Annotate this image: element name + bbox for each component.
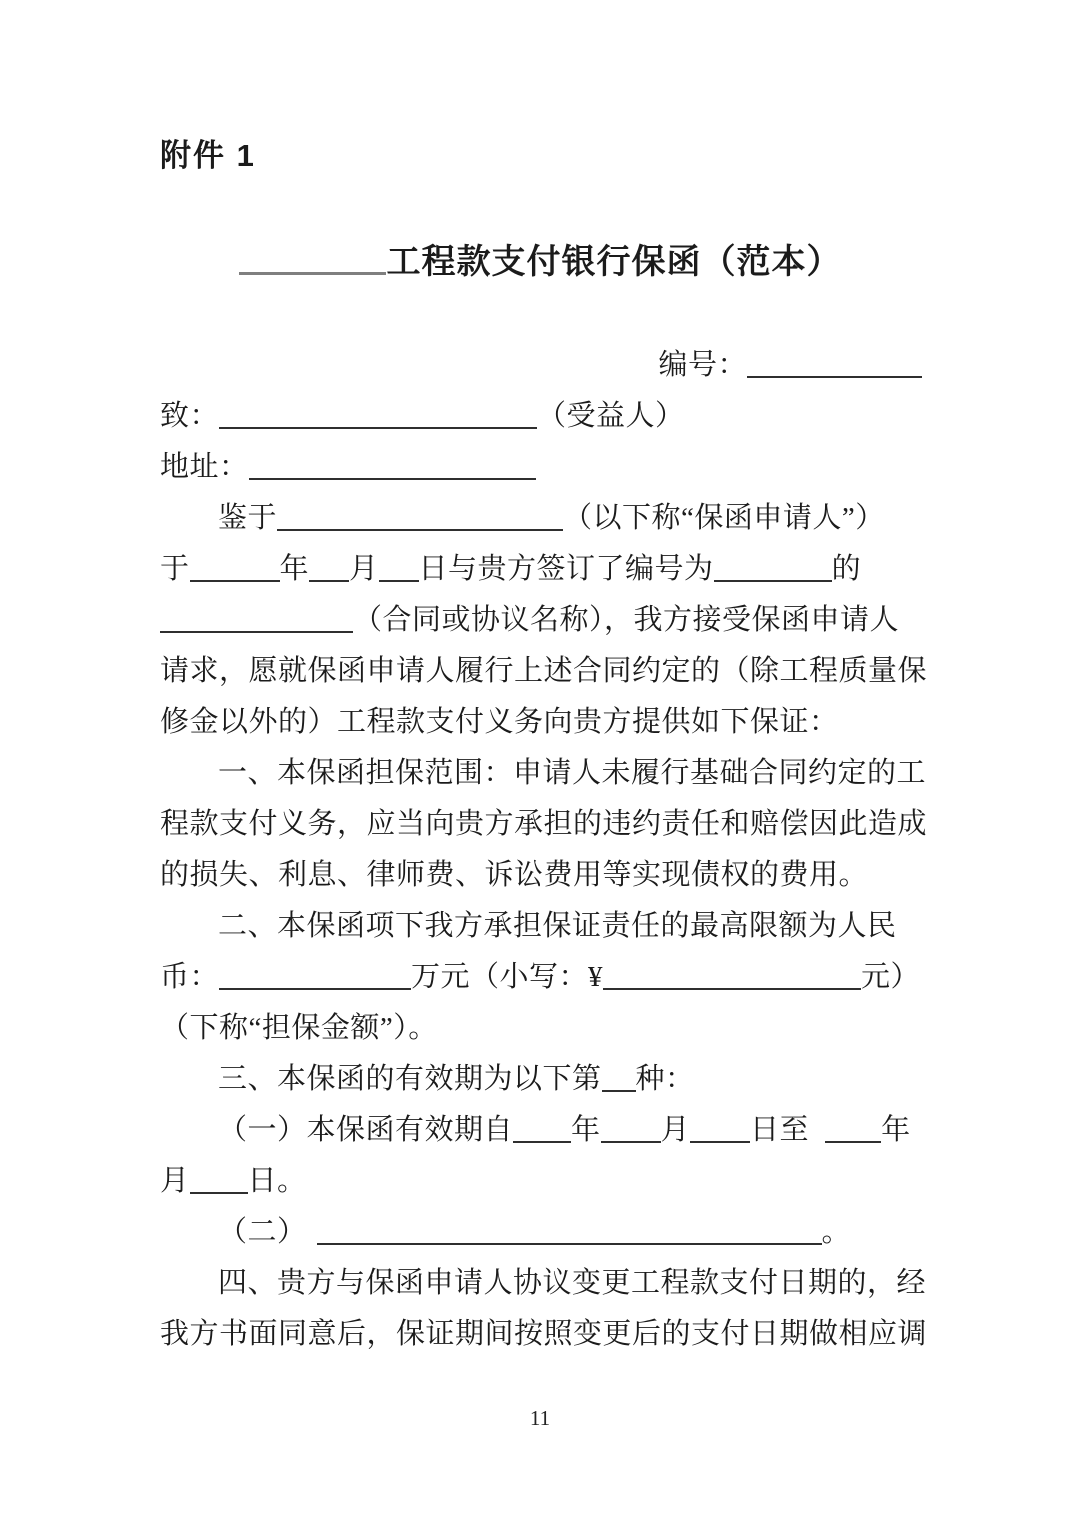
document-text: 的 [831,553,862,585]
document-line [160,850,922,901]
document-line [160,1258,927,1309]
document-line [160,1054,922,1105]
document-text: 程款支付义务，应当向贵方承担的违约责任和赔偿因此造成 [160,808,928,840]
blank-underline-field [219,959,411,990]
document-text: 月 [349,553,379,585]
document-text: 鉴于 [218,502,278,534]
document-text: 的损失、利息、律师费、诉讼费用等实现债权的费用。 [160,859,869,891]
document-text: （合同或协议名称），我方接受保函申请人 [353,604,900,636]
blank-underline-field [190,1163,248,1194]
document-title: 工程款支付银行保函（范本） [386,244,842,281]
blank-underline-field [160,602,353,633]
blank-underline-field [219,398,537,429]
document-line [160,799,928,850]
document-text: 修金以外的）工程款支付义务向贵方提供如下保证： [160,706,839,738]
blank-underline-field [249,449,536,480]
document-text: （一）本保函有效期自 [218,1114,514,1146]
document-text: 日与贵方签订了编号为 [418,553,714,585]
blank-underline-field [690,1112,750,1143]
document-text: 元） [861,961,921,993]
document-text: 万元（小写：¥ [411,961,604,993]
document-text: 于 [160,553,190,585]
document-line [160,1105,922,1156]
document-text: 一、本保函担保范围：申请人未履行基础合同约定的工 [218,757,927,789]
document-text: 。 [821,1216,852,1248]
blank-underline-field [277,500,563,531]
document-line [160,697,922,748]
document-text: （二） [218,1216,307,1248]
blank-underline-field [379,551,419,582]
blank-underline-field [602,1061,636,1092]
document-text: （下称“担保金额”）。 [160,1012,438,1044]
title-blank-underline [239,238,386,275]
document-text: 币： [160,961,220,993]
document-line [160,493,922,544]
document-body [160,340,928,1360]
document-line [160,1003,922,1054]
document-line [160,391,922,442]
document-line [160,646,928,697]
document-text: 月 [660,1114,691,1146]
document-line [160,748,927,799]
document-title-row [0,234,1080,283]
document-text: 地址： [160,451,249,483]
document-line [160,544,922,595]
page-number: 11 [529,1406,551,1430]
blank-underline-field [714,551,832,582]
document-text: 日至 [750,1114,810,1146]
document-text: 三、本保函的有效期为以下第 [218,1063,602,1095]
document-text: 月 [160,1165,190,1197]
blank-underline-field [601,1112,661,1143]
document-text: 四、贵方与保函申请人协议变更工程款支付日期的，经 [218,1267,927,1299]
document-text: 年 [279,553,310,585]
document-text: 我方书面同意后，保证期间按照变更后的支付日期做相应调 [160,1318,928,1350]
blank-underline-field [513,1112,571,1143]
document-line [160,340,922,391]
document-text: （以下称“保函申请人”） [563,502,885,534]
blank-underline-field [603,959,861,990]
blank-underline-field [190,551,280,582]
document-line [160,1309,928,1360]
document-line [160,442,922,493]
blank-underline-field [825,1112,881,1143]
attachment-label: 附件 1 [160,138,256,173]
blank-underline-field [747,347,922,378]
document-line [160,1156,922,1207]
document-text: （受益人） [537,400,685,432]
document-line [160,1207,922,1258]
blank-underline-field [317,1214,822,1245]
document-line [160,901,922,952]
document-text: 请求，愿就保函申请人履行上述合同约定的（除工程质量保 [160,655,928,687]
blank-underline-field [309,551,349,582]
document-text: 致： [160,400,220,432]
document-text: 编号： [658,349,747,381]
document-line [160,595,922,646]
document-text: 日。 [247,1165,307,1197]
document-line [160,952,922,1003]
document-text: 种： [635,1063,695,1095]
document-text: 二、本保函项下我方承担保证责任的最高限额为人民 [218,910,897,942]
document-text: 年 [571,1114,601,1146]
document-text: 年 [881,1114,911,1146]
